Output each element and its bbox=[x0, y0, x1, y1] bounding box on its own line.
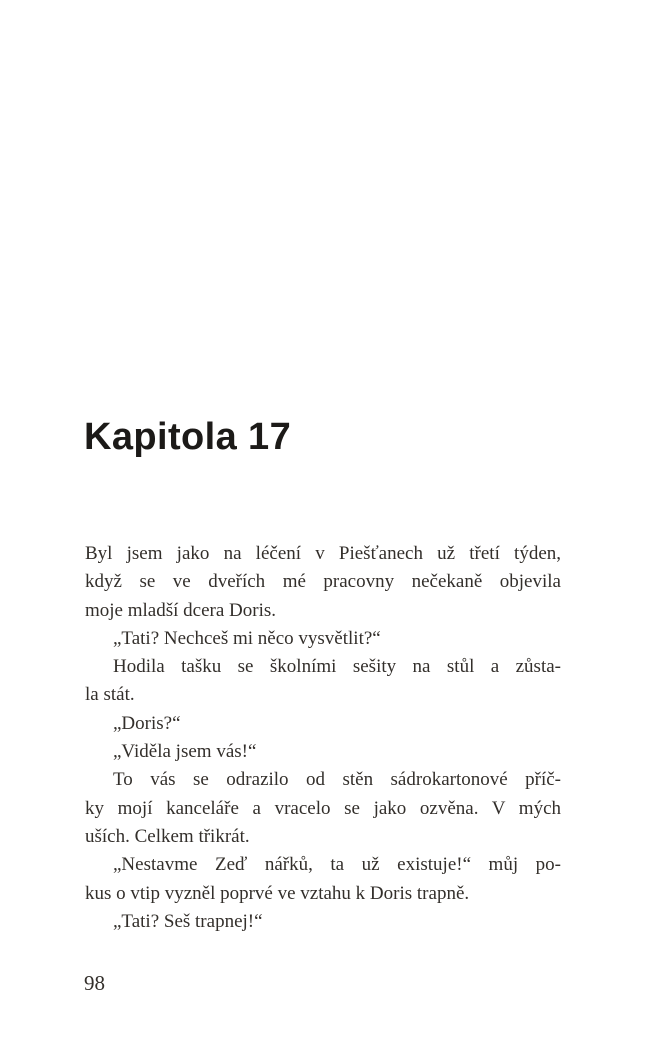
text-line: moje mladší dcera Doris. bbox=[85, 599, 277, 621]
page-number: 98 bbox=[84, 971, 105, 995]
text-line: Hodila tašku se školními sešity na stůl a zůsta- bbox=[113, 656, 561, 678]
paragraph bbox=[85, 851, 561, 908]
text-line: To vás se odrazilo od stěn sádrokartonové příč- bbox=[113, 769, 561, 791]
text-line: uších. Celkem třikrát. bbox=[85, 825, 250, 847]
paragraph bbox=[85, 653, 561, 710]
paragraph bbox=[85, 738, 561, 766]
paragraph bbox=[85, 540, 561, 625]
text-line: když se ve dveřích mé pracovny nečekaně objevila bbox=[85, 571, 561, 593]
paragraph bbox=[85, 766, 561, 851]
text-line: „Doris?“ bbox=[113, 712, 181, 734]
text-line: kus o vtip vyzněl poprvé ve vztahu k Doris trapně. bbox=[85, 882, 470, 904]
text-line: Byl jsem jako na léčení v Piešťanech už třetí týden, bbox=[85, 543, 561, 564]
text-line: „Tati? Nechceš mi něco vysvětlit?“ bbox=[113, 627, 381, 649]
paragraph bbox=[85, 710, 561, 738]
paragraph bbox=[85, 908, 561, 936]
text-line: la stát. bbox=[85, 684, 135, 706]
chapter-title: Kapitola 17 bbox=[84, 416, 292, 458]
text-line: „Nestavme Zeď nářků, ta už existuje!“ můj po- bbox=[113, 854, 561, 876]
paragraph bbox=[85, 625, 561, 653]
text-line: ky mojí kanceláře a vracelo se jako ozvěna. V mých bbox=[85, 797, 561, 819]
text-line: „Viděla jsem vás!“ bbox=[113, 741, 257, 763]
body-text bbox=[85, 540, 561, 936]
text-line: „Tati? Seš trapnej!“ bbox=[113, 910, 263, 932]
